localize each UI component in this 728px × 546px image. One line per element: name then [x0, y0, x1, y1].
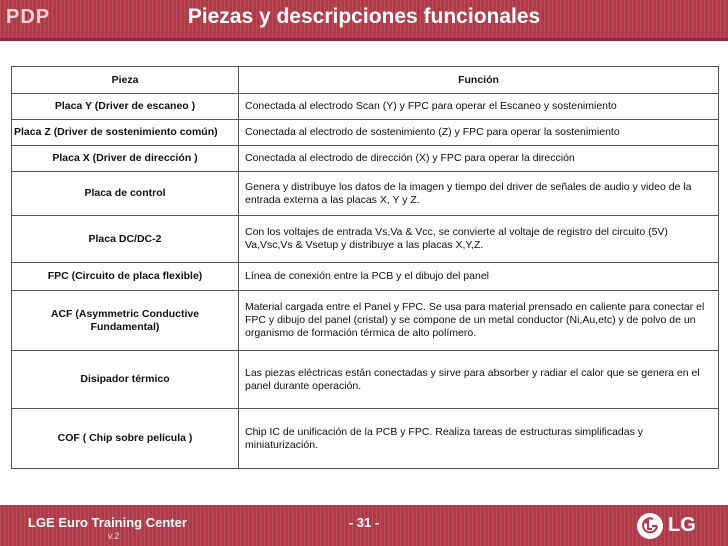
table-row [12, 291, 719, 351]
table-row [12, 172, 719, 216]
pieza-cell: Placa de control [12, 172, 239, 216]
table-row [12, 146, 719, 172]
lg-face-icon [637, 513, 663, 539]
training-center-label: LGE Euro Training Center [28, 515, 187, 530]
column-header-pieza: Pieza [12, 67, 239, 94]
version-label: v.2 [108, 531, 120, 541]
header-bar [0, 0, 728, 38]
funcion-cell: Genera y distribuye los datos de la imagen y tiempo del driver de señales de audio y video de la entrada externa a las placas X, Y y Z. [239, 172, 719, 216]
table-header-row [12, 67, 719, 94]
column-header-funcion: Función [239, 67, 719, 94]
funcion-cell: Línea de conexión entre la PCB y el dibujo del panel [239, 263, 719, 291]
page-title: Piezas y descripciones funcionales [187, 5, 541, 28]
funcion-cell: Conectada al electrodo de sostenimiento (Z) y FPC para operar la sostenimiento [239, 120, 719, 146]
pieza-cell: Disipador térmico [12, 351, 239, 409]
parts-table [11, 66, 719, 469]
funcion-cell: Conectada al electrodo Scan (Y) y FPC para operar el Escaneo y sostenimiento [239, 94, 719, 120]
funcion-cell: Chip IC de unificación de la PCB y FPC. Realiza tareas de estructuras simplificadas y miniaturización. [239, 409, 719, 469]
funcion-cell: Material cargada entre el Panel y FPC. Se usa para material prensado en caliente para conectar el FPC y dibujo del panel (cristal) y se compone de un metal conductor (Ni,Au,etc) y de polvo de un organismo de formación térmica de alto polímero. [239, 291, 719, 351]
page-number: - 31 - [348, 515, 380, 530]
header-divider [0, 38, 728, 41]
brand-label: PDP [6, 6, 51, 28]
funcion-cell: Las piezas eléctricas están conectadas y sirve para absorber y radiar el calor que se genera en el panel durante operación. [239, 351, 719, 409]
table-row [12, 120, 719, 146]
pieza-cell: Placa Z (Driver de sostenimiento común) [12, 120, 239, 146]
footer-bar [0, 505, 728, 546]
lg-logo-text: LG [668, 514, 696, 536]
funcion-cell: Con los voltajes de entrada Vs,Va & Vcc, se convierte al voltaje de registro del circuito (5V) Va,Vsc,Vs & Vsetup y distribuye a las placas X,Y,Z. [239, 216, 719, 263]
table-row [12, 216, 719, 263]
pieza-cell: Placa Y (Driver de escaneo ) [12, 94, 239, 120]
pieza-cell: Placa X (Driver de dirección ) [12, 146, 239, 172]
pieza-cell: FPC (Circuito de placa flexible) [12, 263, 239, 291]
table-row [12, 94, 719, 120]
table-row [12, 351, 719, 409]
table-row [12, 409, 719, 469]
pieza-cell: ACF (Asymmetric Conductive Fundamental) [12, 291, 239, 351]
pieza-cell: COF ( Chip sobre película ) [12, 409, 239, 469]
funcion-cell: Conectada al electrodo de dirección (X) y FPC para operar la dirección [239, 146, 719, 172]
table-row [12, 263, 719, 291]
pieza-cell: Placa DC/DC-2 [12, 216, 239, 263]
